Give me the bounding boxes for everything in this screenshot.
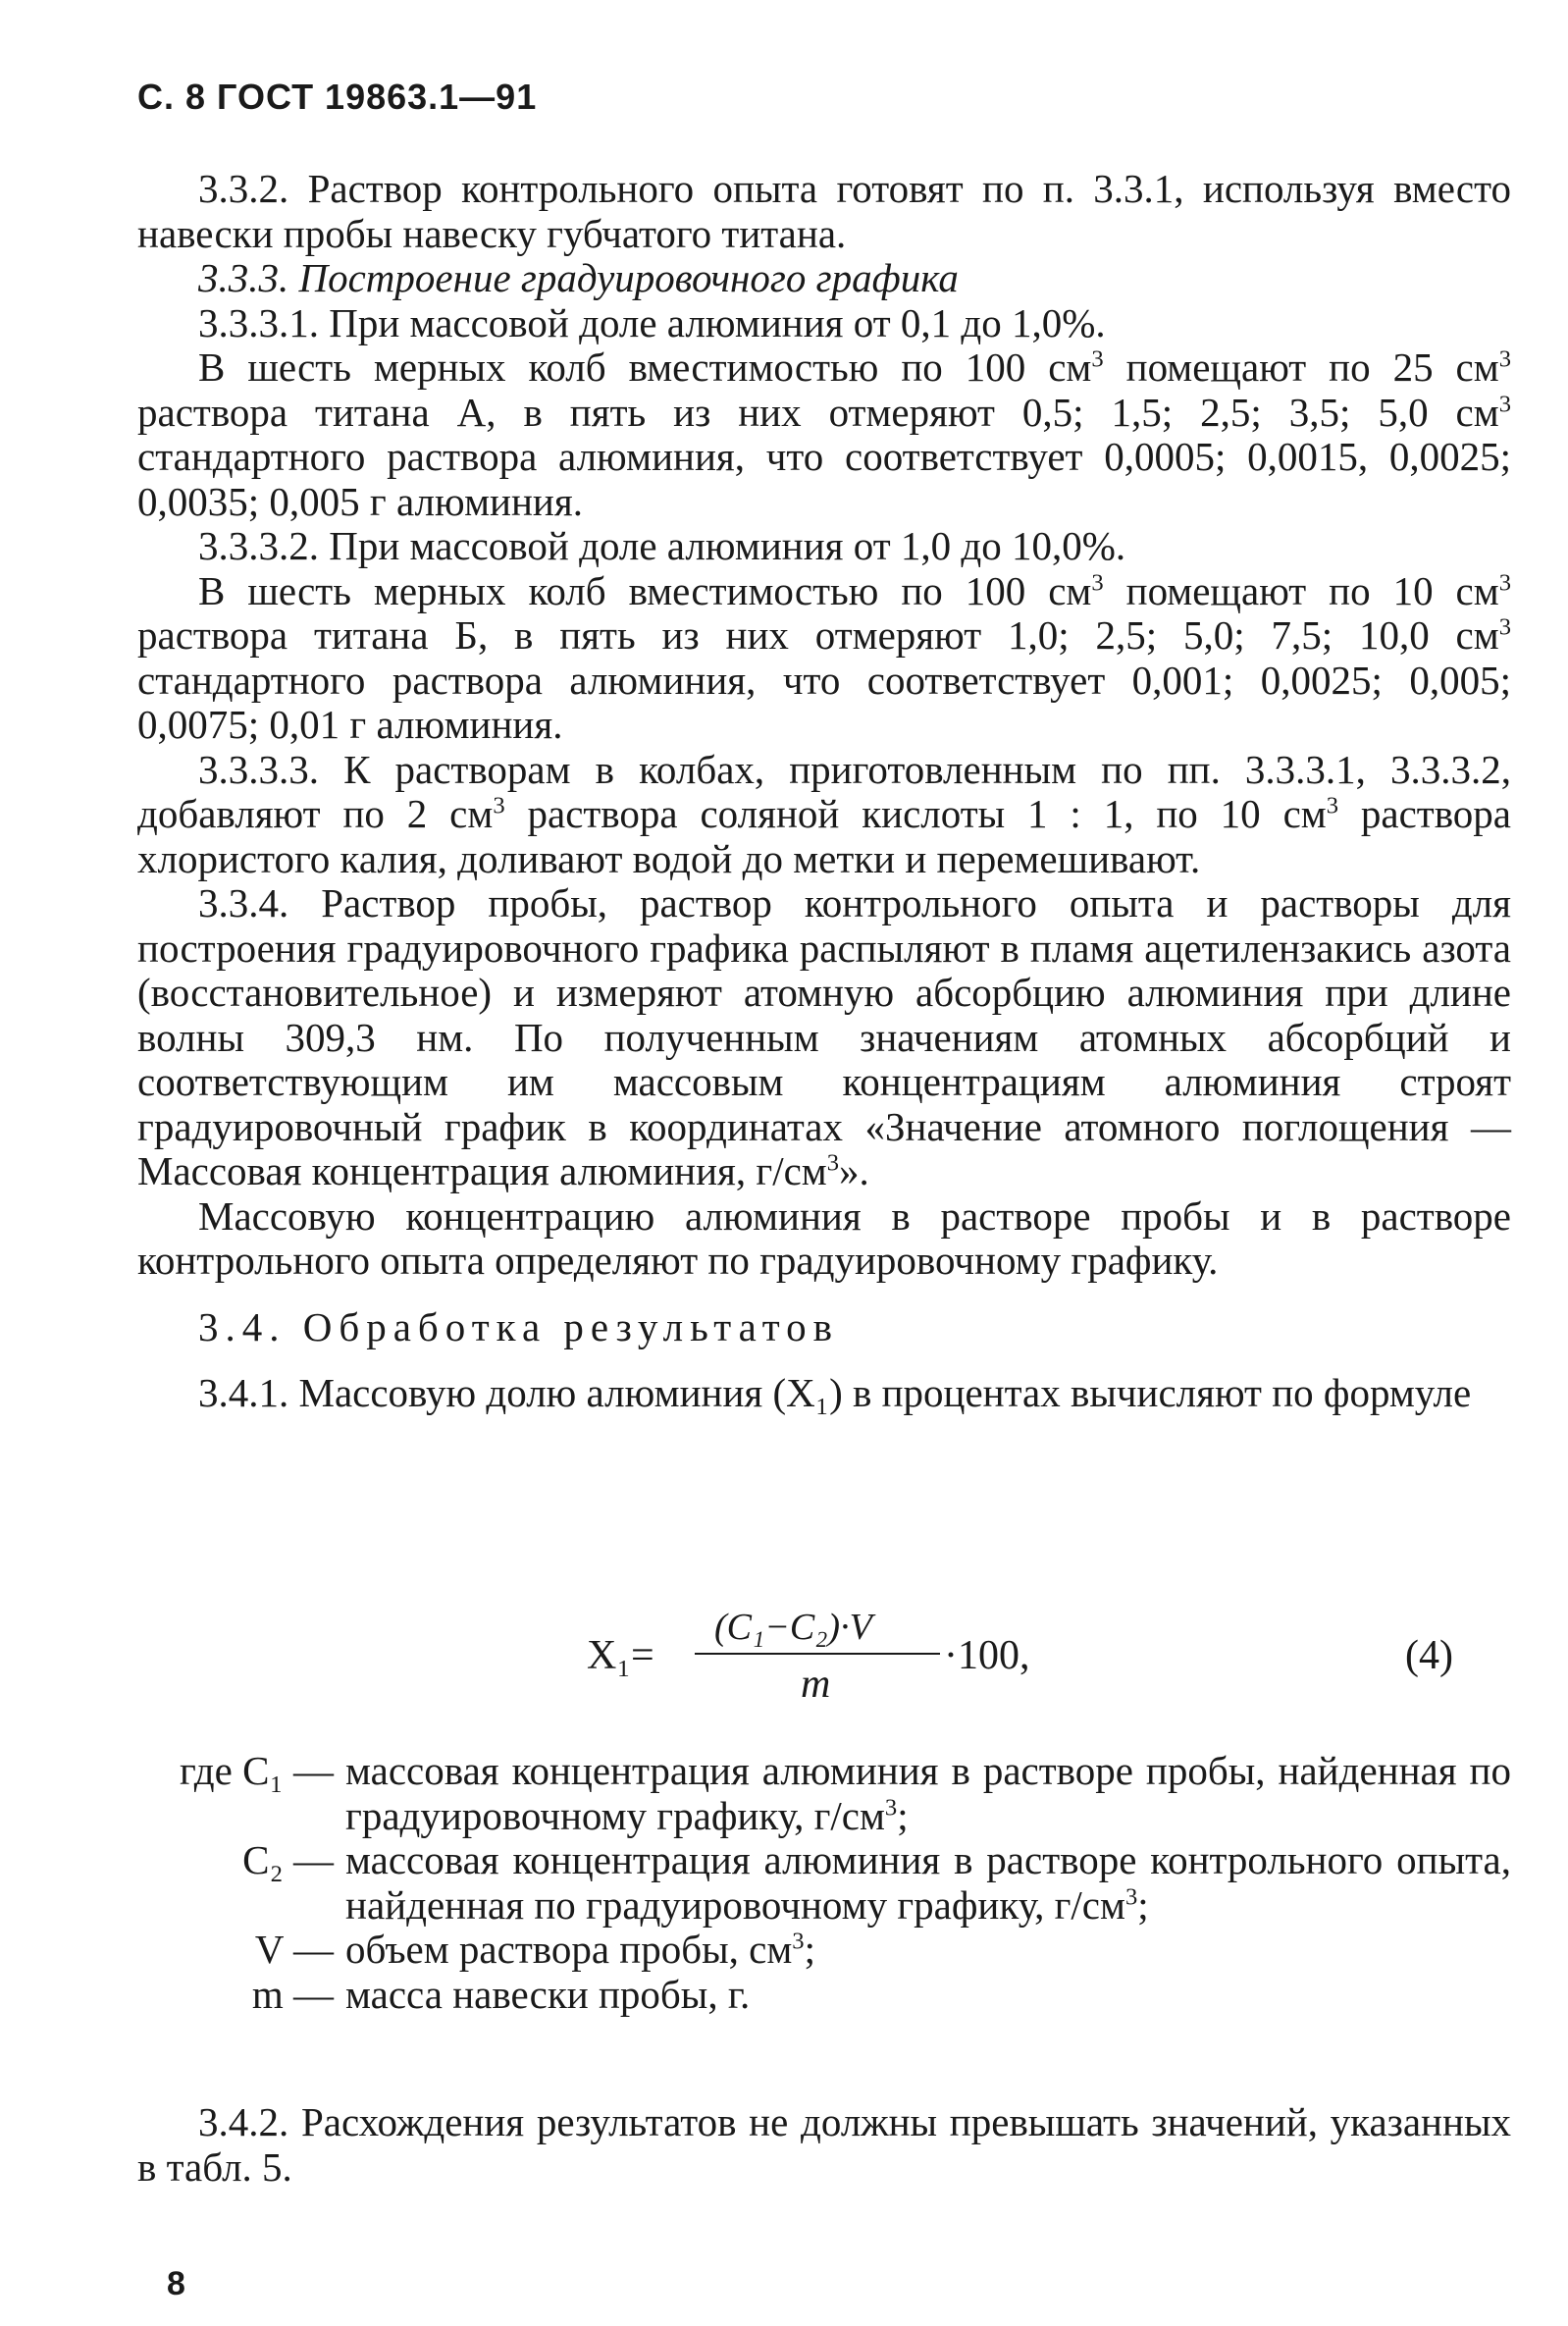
where-symbol: C₂ — [242,1837,334,1882]
page-number: 8 [167,2265,185,2302]
where-item [147,1838,1511,1928]
formula-rhs: ·100, [944,1633,1030,1678]
para-3-3-3-heading: 3.3.3. Построение градуировочного графика [198,255,959,300]
formula-numerator: (C₁−C₂)·V [714,1607,872,1648]
para-3-3-3-3: 3.3.3.3. К растворам в колбах, приготовленным по пп. 3.3.3.1, 3.3.3.2, добавляют по 2 $см^3$ раствора соляной кислоты 1 : 1, по 10 $см^3$ раствора хлористого калия, доливают водой до метки и перемешивают. [137,746,1511,881]
para-colbs-a: В шесть мерных колб вместимостью по 100 $см^3$ помещают по 25 $см^3$ раствора титана А, в пять из них отмеряют 0,5; 1,5; 2,5; 3,5; 5,0 $см^3$ стандартного раствора алюминия, что соответствует 0,0005; 0,0015, 0,0025; 0,0035; 0,005 г алюминия. [137,344,1511,524]
where-item [147,1749,1511,1838]
page-header: С. 8 ГОСТ 19863.1—91 [137,77,538,117]
para-colbs-b: В шесть мерных колб вместимостью по 100 $см^3$ помещают по 10 $см^3$ раствора титана Б, в пять из них отмеряют 1,0; 2,5; 5,0; 7,5; 10,0 $см^3$ стандартного раствора алюминия, что соответствует 0,001; 0,0025; 0,005; 0,0075; 0,01 г алюминия. [137,567,1511,747]
para-3-3-3-1: 3.3.3.1. При массовой доле алюминия от 0,1 до 1,0%. [198,299,1106,345]
where-symbol: V — [254,1927,334,1972]
formula-denominator: m [801,1662,831,1707]
main-text [137,167,1511,1416]
para-3-4-1: 3.4.1. Массовую долю алюминия (X₁) в процентах вычисляют по формуле [198,1370,1472,1415]
para-3-3-3-2: 3.3.3.2. При массовой доле алюминия от 1,0 до 10,0%. [198,523,1126,568]
where-item [147,1973,1511,2018]
equation-number: (4) [1405,1633,1453,1678]
fraction-bar [695,1653,940,1655]
where-description: масса навески пробы, г. [345,1971,751,2017]
para-3-3-4: 3.3.4. Раствор пробы, раствор контрольного опыта и растворы для построения градуировочного графика распыляют в пламя ацетилензакись азота (восстановительное) и измеряют атомную абсорбцию алюминия при длине волны 309,3 нм. По полученным значениям атомных абсорбций и соответствующим им массовым концентрациям алюминия строят градуировочный график в координатах «Значение атомного поглощения — Массовая концентрация алюминия, $г/см^3$». [137,880,1511,1193]
where-description: массовая концентрация алюминия в растворе контрольного опыта, найденная по градуировочному графику, $г/см^3$; [345,1837,1511,1928]
where-description: массовая концентрация алюминия в растворе пробы, найденная по градуировочному графику, $г/см^3$; [345,1748,1511,1838]
para-mass-concentration: Массовую концентрацию алюминия в растворе пробы и в растворе контрольного опыта определяют по градуировочному графику. [137,1192,1511,1283]
para-3-4-2: 3.4.2. Расхождения результатов не должны превышать значений, указанных в табл. 5. [137,2099,1511,2190]
where-list [147,1749,1511,2017]
para-3-3-2: 3.3.2. Раствор контрольного опыта готовят по п. 3.3.1, используя вместо навески пробы навеску губчатого титана. [137,166,1511,256]
where-symbol: m — [251,1971,334,2017]
where-description: объем раствора пробы, $см^3$; [345,1927,815,1972]
formula-lhs: X₁= [587,1633,654,1678]
formula-4 [587,1606,1077,1714]
section-3-4-heading: 3.4. Обработка результатов [198,1303,840,1349]
where-item [147,1928,1511,1973]
where-symbol: где C₁ — [180,1748,334,1793]
